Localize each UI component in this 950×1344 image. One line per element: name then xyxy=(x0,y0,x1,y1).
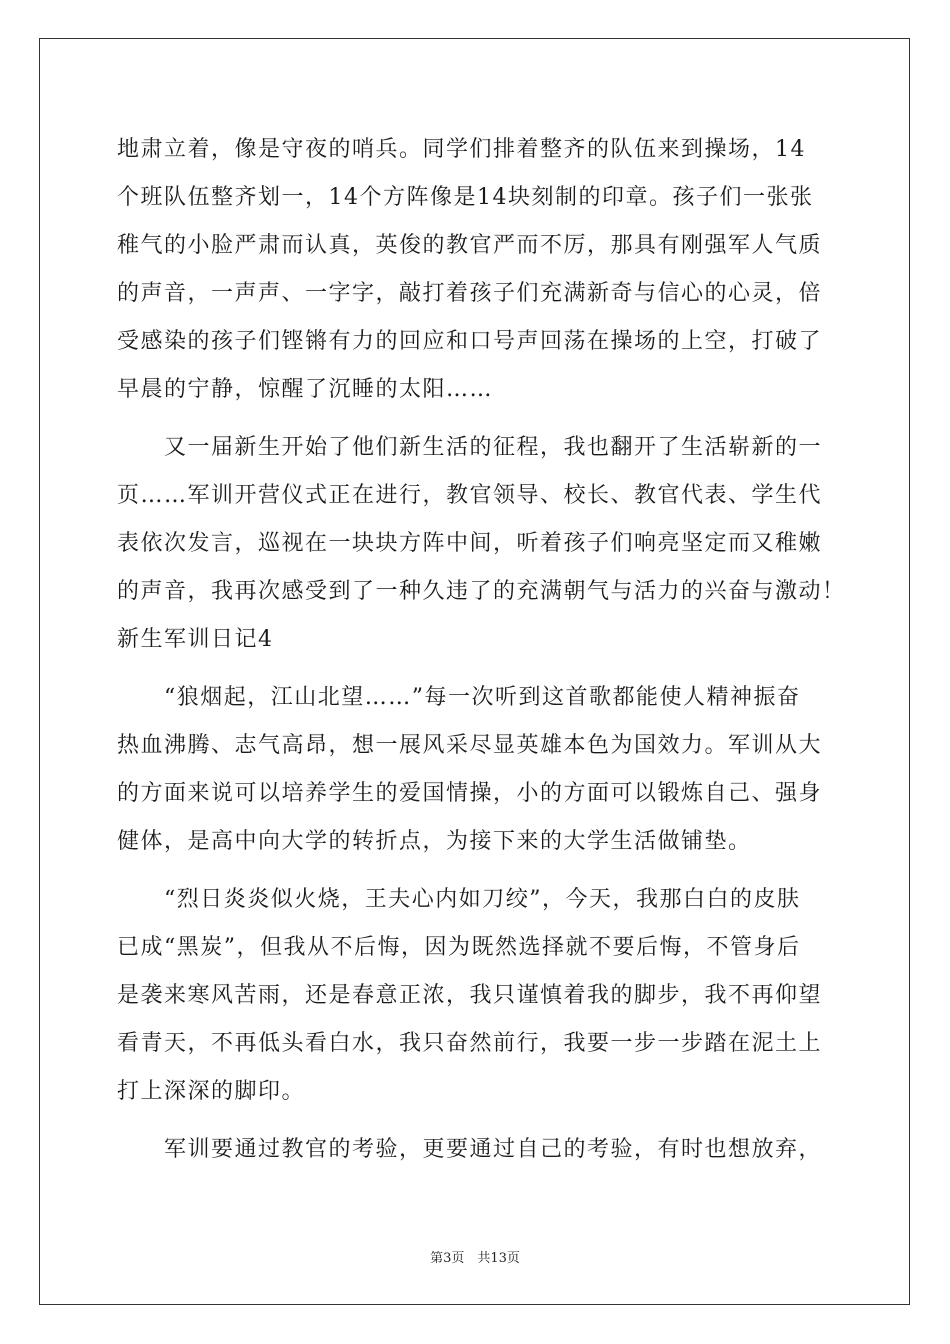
text-line: 的方面来说可以培养学生的爱国情操，小的方面可以锻炼自己、强身 xyxy=(117,781,823,806)
text-line: 表依次发言，巡视在一块块方阵中间，听着孩子们响亮坚定而又稚嫩 xyxy=(117,531,823,556)
text-line: 打上深深的脚印。 xyxy=(117,1079,306,1104)
text-line: 的声音，我再次感受到了一种久违了的充满朝气与活力的兴奋与激动！ xyxy=(117,579,846,604)
page-number: 第3页 共13页 xyxy=(430,1251,520,1266)
text-line: 是袭来寒风苦雨，还是春意正浓，我只谨慎着我的脚步，我不再仰望 xyxy=(117,983,823,1008)
text-line: 看青天，不再低头看白水，我只奋然前行，我要一步一步踏在泥土上 xyxy=(117,1031,823,1056)
text-line: 健体，是高中向大学的转折点，为接下来的大学生活做铺垫。 xyxy=(117,829,752,854)
section-heading: 新生军训日记4 xyxy=(117,627,274,652)
text-line: 已成“黑炭”，但我从不后悔，因为既然选择就不要后悔，不管身后 xyxy=(117,935,801,960)
text-line: 早晨的宁静，惊醒了沉睡的太阳…… xyxy=(117,377,494,402)
document-body xyxy=(117,126,846,1174)
text-line: 受感染的孩子们铿锵有力的回应和口号声回荡在操场的上空，打破了 xyxy=(117,329,823,354)
text-line: 页……军训开营仪式正在进行，教官领导、校长、教官代表、学生代 xyxy=(117,483,823,508)
text-line: 军训要通过教官的考验，更要通过自己的考验，有时也想放弃， xyxy=(117,1137,823,1162)
text-line: 又一届新生开始了他们新生活的征程，我也翻开了生活崭新的一 xyxy=(117,435,823,460)
text-line: 热血沸腾、志气高昂，想一展风采尽显英雄本色为国效力。军训从大 xyxy=(117,733,823,758)
text-line: “狼烟起，江山北望……”每一次听到这首歌都能使人精神振奋 xyxy=(117,685,801,710)
text-line: 个班队伍整齐划一，14个方阵像是14块刻制的印章。孩子们一张张 xyxy=(117,185,814,210)
text-line: 地肃立着，像是守夜的哨兵。同学们排着整齐的队伍来到操场，14 xyxy=(117,137,806,162)
text-line: “烈日炎炎似火烧，王夫心内如刀绞”，今天，我那白白的皮肤 xyxy=(117,887,801,912)
text-line: 的声音，一声声、一字字，敲打着孩子们充满新奇与信心的心灵，倍 xyxy=(117,281,823,306)
text-line: 稚气的小脸严肃而认真，英俊的教官严而不厉，那具有刚强军人气质 xyxy=(117,233,823,258)
